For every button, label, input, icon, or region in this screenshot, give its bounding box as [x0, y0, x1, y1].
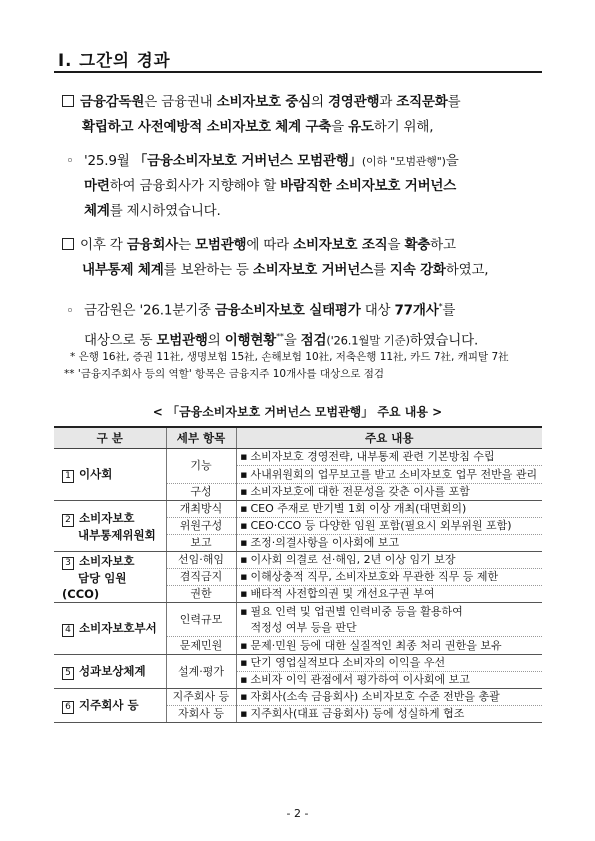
square-bullet-icon: ■: [240, 470, 248, 479]
text-bold: 소비자보호 중심: [216, 94, 311, 110]
table-row: [54, 552, 542, 569]
text-bold: 소비자보호 거버넌스: [252, 262, 373, 278]
table-row: [54, 449, 542, 466]
content-text: 자회사(소속 금융회사) 소비자보호 수준 전반을 총괄: [250, 690, 500, 703]
text: 하였고,: [445, 262, 489, 278]
number-box-icon: 5: [62, 667, 74, 680]
text-bold: 금융감독원: [80, 94, 145, 110]
content-cell: [236, 689, 542, 706]
text: 에 따라: [246, 237, 294, 253]
bullet-2: [66, 294, 550, 353]
content-text: 배타적 사전합의권 및 개선요구권 부여: [250, 587, 435, 600]
text: 을: [445, 153, 459, 169]
square-bullet-icon: ■: [240, 505, 248, 513]
text: 를: [372, 262, 390, 278]
section-title: Ⅰ. 그간의 경과: [58, 51, 171, 70]
square-bullet-icon: ■: [240, 522, 248, 530]
text-bold: 금융소비자보호 실태평가: [214, 302, 361, 319]
content-cell: [236, 535, 542, 552]
content-cell: [236, 569, 542, 586]
content-text: CEO·CCO 등 다양한 임원 포함(필요시 외부위원 포함): [250, 519, 512, 532]
text-bold: 이행현황: [224, 332, 277, 348]
number-box-icon: 4: [62, 624, 74, 637]
item-cell: 구성: [166, 484, 236, 501]
text: 대상: [360, 302, 395, 319]
text-bold: 「금융소비자보호 거버넌스 모범관행」: [133, 153, 362, 169]
number-box-icon: 1: [62, 470, 74, 483]
text: 이후 각: [80, 237, 127, 253]
header-content: 주요 내용: [236, 427, 542, 449]
bullet-1-line-1: [66, 149, 550, 174]
text: '25.9월: [84, 153, 134, 169]
category-label: 지주회사 등: [79, 698, 139, 712]
footnote-mark: *: [438, 302, 443, 311]
text: 은 금융권내: [144, 94, 217, 110]
category-label: 소비자보호부서: [79, 621, 157, 635]
content-cell: [236, 706, 542, 723]
content-cell: [236, 655, 542, 672]
text-bold: 확립하고: [82, 119, 138, 135]
paragraph-2: [62, 233, 552, 283]
text: 하기 위해,: [373, 119, 434, 135]
text-bold: 모범관행: [156, 332, 208, 348]
item-cell: 문제민원: [166, 637, 236, 655]
header-category: 구 분: [54, 427, 166, 449]
category-label: 성과보상체계: [79, 664, 146, 678]
table-row: [54, 501, 542, 518]
item-cell: 기능: [166, 449, 236, 484]
bullet-1: [66, 149, 550, 224]
text: (이하 "모범관행"): [361, 155, 446, 168]
square-bullet-icon: ■: [240, 607, 248, 616]
content-text: 사내위원회의 업무보고를 받고 소비자보호 업무 전반을 관리: [250, 467, 538, 481]
number-box-icon: 3: [62, 557, 74, 570]
category-cell: [54, 689, 166, 723]
text: 의: [207, 332, 225, 348]
bullet-1-line-2: [66, 174, 550, 199]
paragraph-1-line-2: [62, 115, 552, 140]
item-cell: 자회사 등: [166, 706, 236, 723]
page-number: - 2 -: [286, 807, 309, 820]
bullet-2-line-1: [66, 294, 550, 324]
content-text: CEO 주재로 반기별 1회 이상 개최(대면회의): [250, 502, 467, 515]
paragraph-1: [62, 90, 552, 140]
content-cell: [236, 501, 542, 518]
text: 를: [442, 302, 456, 319]
text: 을: [283, 332, 301, 348]
square-bullet-icon: [62, 95, 74, 107]
square-bullet-icon: ■: [240, 590, 248, 598]
text-bold: 유도: [348, 119, 374, 135]
item-cell: 설계·평가: [166, 655, 236, 689]
text: ('26.1월말 기준): [326, 333, 410, 347]
footnote-1: * 은행 16社, 증권 11社, 생명보험 15社, 손해보험 10社, 저축은행 11社, 카드 7社, 캐피탈 7社: [70, 351, 509, 363]
content-text: 지주회사(대표 금융회사) 등에 성실하게 협조: [250, 707, 465, 720]
square-bullet-icon: ■: [240, 641, 248, 650]
content-cell: [236, 586, 542, 603]
content-text: 문제·민원 등에 대한 실질적인 최종 처리 권한을 보유: [250, 638, 502, 652]
square-bullet-icon: ■: [240, 556, 248, 564]
content-text: 이해상충적 직무, 소비자보호와 무관한 직무 등 제한: [250, 570, 499, 583]
text-bold: 경영관행: [327, 94, 380, 110]
text: 하여 금융회사가 지향해야 할: [109, 178, 281, 194]
governance-table: [54, 426, 542, 723]
content-cell: [236, 484, 542, 501]
text: 을: [387, 237, 405, 253]
text-bold: 마련: [84, 178, 110, 194]
content-cell: [236, 466, 542, 484]
paragraph-2-line-1: [62, 233, 552, 258]
category-label-2: 내부통제위원회: [78, 527, 156, 542]
item-cell: 겸직금지: [166, 569, 236, 586]
square-bullet-icon: ■: [240, 453, 248, 461]
item-cell: 지주회사 등: [166, 689, 236, 706]
table-row: [54, 655, 542, 672]
square-bullet-icon: ■: [240, 676, 248, 684]
content-cell: [236, 552, 542, 569]
content-text: 단기 영업실적보다 소비자의 이익을 우선: [250, 656, 446, 669]
category-label: 이사회: [79, 467, 113, 481]
item-cell: 인력규모: [166, 603, 236, 637]
content-text: 필요 인력 및 업권별 인력비중 등을 활용하여: [250, 604, 463, 618]
square-bullet-icon: ■: [240, 659, 248, 667]
item-cell: 선임·해임: [166, 552, 236, 569]
footnote-mark: **: [276, 331, 284, 341]
square-bullet-icon: ■: [240, 693, 248, 701]
text-bold: 체계: [84, 203, 110, 219]
content-text: 소비자보호에 대한 전문성을 갖춘 이사를 포함: [250, 485, 470, 498]
category-cell: [54, 603, 166, 655]
paragraph-1-line-1: [62, 90, 552, 115]
text-bold: 77개사: [394, 302, 439, 319]
category-cell: [54, 655, 166, 689]
table-body: [54, 449, 542, 723]
content-cell: [236, 672, 542, 689]
content-text: 적정성 여부 등을 판단: [250, 620, 357, 634]
text-bold: 내부통제 체계: [82, 262, 164, 278]
category-label: 소비자보호: [79, 510, 135, 525]
text: 과: [379, 94, 397, 110]
text-bold: 지속 강화: [389, 262, 446, 278]
number-box-icon: 6: [62, 701, 74, 714]
text-bold: 확충: [404, 237, 431, 253]
category-cell: [54, 501, 166, 552]
content-text: 조정·의결사항을 이사회에 보고: [250, 536, 400, 549]
text: 의: [311, 94, 328, 110]
category-cell: [54, 449, 166, 501]
square-bullet-icon: ■: [240, 488, 248, 496]
text: 를 제시하였습니다.: [109, 203, 221, 219]
header-item: 세부 항목: [166, 427, 236, 449]
item-cell: 권한: [166, 586, 236, 603]
text: 를 보완하는 등: [163, 262, 253, 278]
square-bullet-icon: ■: [240, 539, 248, 547]
content-cell: [236, 449, 542, 466]
category-label-2: 담당 임원(CCO): [62, 570, 127, 601]
item-cell: 보고: [166, 535, 236, 552]
paragraph-2-line-2: [62, 258, 552, 283]
text-bold: 조직문화: [396, 94, 448, 110]
table-header-row: [54, 427, 542, 449]
footnote-2: ** '금융지주회사 등의 역할' 항목은 금융지주 10개사를 대상으로 점검: [64, 368, 385, 380]
circle-bullet-icon: ◦: [66, 302, 74, 319]
table-row: [54, 603, 542, 637]
text-bold: 소비자보호 조직: [293, 237, 388, 253]
bullet-1-line-3: [66, 199, 550, 224]
number-box-icon: 2: [62, 514, 74, 527]
table-row: [54, 689, 542, 706]
text: 를: [447, 94, 461, 110]
content-cell: [236, 603, 542, 637]
square-bullet-icon: ■: [240, 573, 248, 581]
circle-bullet-icon: ◦: [66, 153, 74, 169]
text: 을: [331, 119, 349, 135]
text-bold: 점검: [300, 332, 327, 348]
text-bold: 바람직한 소비자보호 거버넌스: [280, 178, 457, 194]
text-bold: 모범관행: [195, 237, 247, 253]
content-cell: [236, 637, 542, 655]
text-bold: 사전예방적 소비자보호 체계 구축: [137, 119, 332, 135]
category-label: 소비자보호: [79, 553, 135, 568]
section-divider: [54, 71, 542, 73]
text: 는: [178, 237, 196, 253]
text-bold: 금융회사: [126, 237, 179, 253]
square-bullet-icon: ■: [240, 710, 248, 718]
table-title: < 「금융소비자보호 거버넌스 모범관행」 주요 내용 >: [152, 405, 443, 419]
text: 하였습니다.: [409, 332, 479, 348]
content-text: 소비자 이익 관점에서 평가하여 이사회에 보고: [250, 673, 470, 686]
square-bullet-icon: [62, 238, 74, 250]
content-cell: [236, 518, 542, 535]
content-text: 이사회 의결로 선·해임, 2년 이상 임기 보장: [250, 553, 456, 566]
content-text: 소비자보호 경영전략, 내부통제 관련 기본방침 수립: [250, 450, 495, 463]
text: 하고: [430, 237, 456, 253]
text: 금감원은 '26.1분기중: [84, 302, 215, 319]
text: 대상으로 동: [84, 332, 157, 348]
item-cell: 위원구성: [166, 518, 236, 535]
item-cell: 개최방식: [166, 501, 236, 518]
category-cell: [54, 552, 166, 603]
